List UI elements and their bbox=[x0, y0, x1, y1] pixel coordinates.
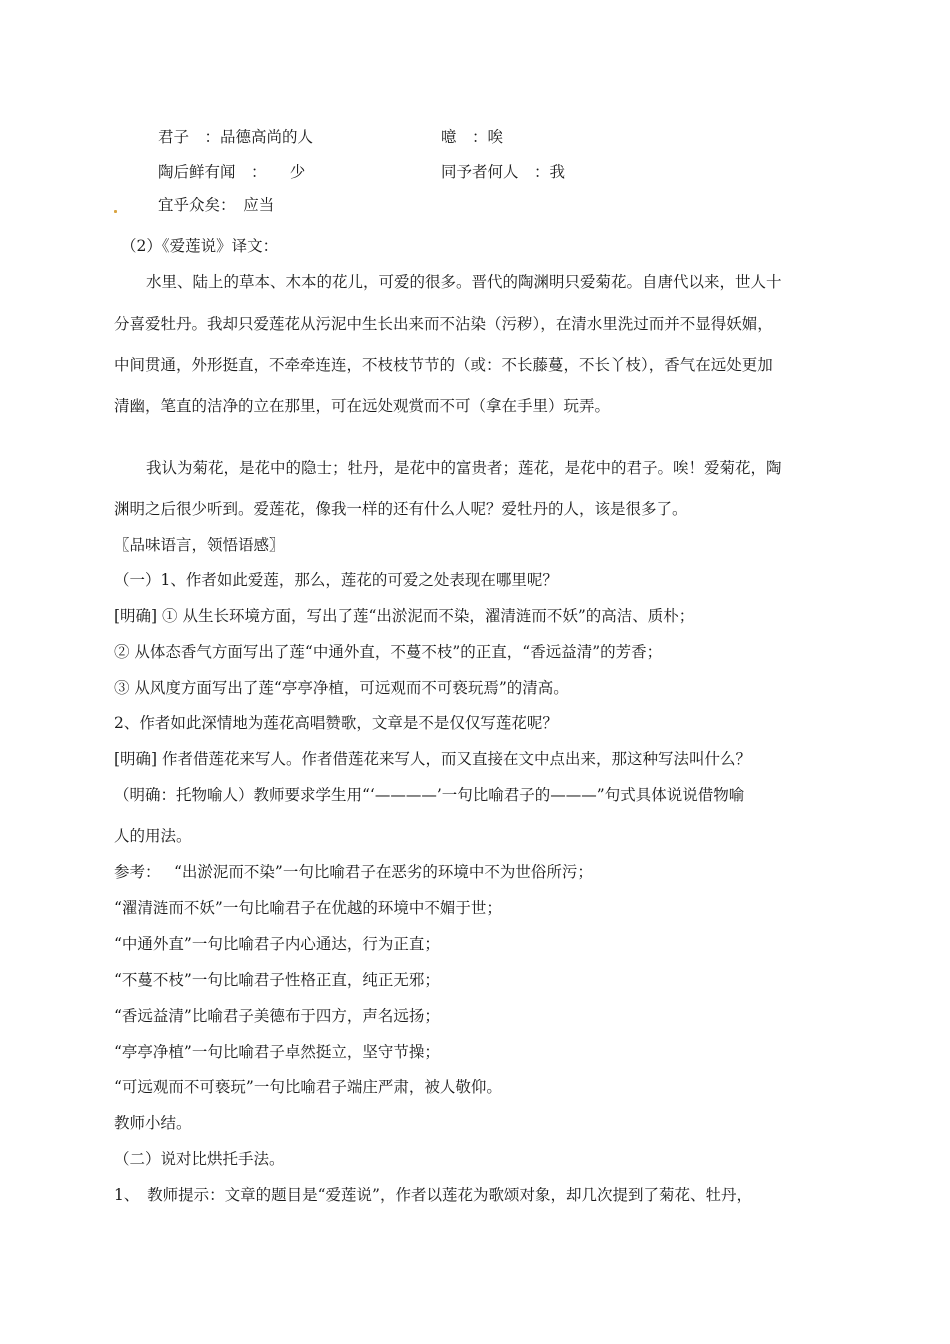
reference-4: “不蔓不枝”一句比喻君子性格正直，纯正无邪； bbox=[114, 971, 440, 989]
vocab-row2-left: 陶后鲜有闻 ： 少 bbox=[158, 163, 306, 181]
answer-5: （明确：托物喻人）教师要求学生用“‘————’一句比喻君子的———”句式具体说说借物喻 bbox=[114, 786, 745, 804]
margin-mark bbox=[114, 210, 117, 213]
reference-label: 参考： bbox=[114, 863, 161, 881]
answer-5-continued: 人的用法。 bbox=[114, 827, 192, 845]
reference-6: “亭亭净植”一句比喻君子卓然挺立，坚守节操； bbox=[114, 1043, 440, 1061]
section-title: 〖品味语言，领悟语感〗 bbox=[114, 536, 285, 554]
subsection-2-title: （二）说对比烘托手法。 bbox=[114, 1150, 285, 1168]
translation-p1-line1: 水里、陆上的草本、木本的花儿，可爱的很多。晋代的陶渊明只爱菊花。自唐代以来，世人十 bbox=[146, 273, 782, 291]
answer-2: ② 从体态香气方面写出了莲“中通外直，不蔓不枝”的正直，“香远益清”的芳香； bbox=[114, 643, 663, 661]
vocab-row2-right: 同予者何人 ：我 bbox=[441, 163, 566, 181]
answer-4: [明确] 作者借莲花来写人。作者借莲花来写人，而又直接在文中点出来，那这种写法叫什么？ bbox=[114, 750, 752, 768]
translation-p1-line2: 分喜爱牡丹。我却只爱莲花从污泥中生长出来而不沾染（污秽），在清水里洗过而并不显得妖媚， bbox=[114, 315, 773, 333]
reference-5: “香远益清”比喻君子美德布于四方，声名远扬； bbox=[114, 1007, 440, 1025]
translation-p1-line4: 清幽，笔直的洁净的立在那里，可在远处观赏而不可（拿在手里）玩弄。 bbox=[114, 397, 611, 415]
answer-3: ③ 从风度方面写出了莲“亭亭净植，可远观而不可亵玩焉”的清高。 bbox=[114, 679, 569, 697]
question-1: （一）1、作者如此爱莲，那么，莲花的可爱之处表现在哪里呢？ bbox=[114, 571, 558, 589]
answer-1: [明确] ① 从生长环境方面，写出了莲“出淤泥而不染，濯清涟而不妖”的高洁、质朴； bbox=[114, 607, 695, 625]
translation-heading: （2）《爱莲说》译文： bbox=[121, 237, 279, 255]
reference-7: “可远观而不可亵玩”一句比喻君子端庄严肃，被人敬仰。 bbox=[114, 1078, 502, 1096]
reference-3: “中通外直”一句比喻君子内心通达，行为正直； bbox=[114, 935, 440, 953]
question-2: 2、作者如此深情地为莲花高唱赞歌，文章是不是仅仅写莲花呢？ bbox=[114, 714, 558, 732]
translation-p2-line2: 渊明之后很少听到。爱莲花，像我一样的还有什么人呢？爱牡丹的人，该是很多了。 bbox=[114, 500, 688, 518]
vocab-row3: 宜乎众矣： 应当 bbox=[158, 196, 275, 214]
reference-2: “濯清涟而不妖”一句比喻君子在优越的环境中不媚于世； bbox=[114, 899, 502, 917]
teacher-summary: 教师小结。 bbox=[114, 1114, 192, 1132]
reference-1: “出淤泥而不染”一句比喻君子在恶劣的环境中不为世俗所污； bbox=[174, 863, 593, 881]
item-1: 1、 教师提示：文章的题目是“爱莲说”，作者以莲花为歌颂对象，却几次提到了菊花、牡丹， bbox=[114, 1186, 752, 1204]
vocab-row1-right: 噫 ：唉 bbox=[441, 128, 504, 146]
vocab-row1-left: 君子 ：品德高尚的人 bbox=[158, 128, 314, 146]
translation-p2-line1: 我认为菊花，是花中的隐士；牡丹，是花中的富贵者；莲花，是花中的君子。唉！爱菊花，陶 bbox=[146, 459, 782, 477]
translation-p1-line3: 中间贯通，外形挺直，不牵牵连连，不枝枝节节的（或：不长藤蔓，不长丫枝），香气在远处更加 bbox=[114, 356, 773, 374]
